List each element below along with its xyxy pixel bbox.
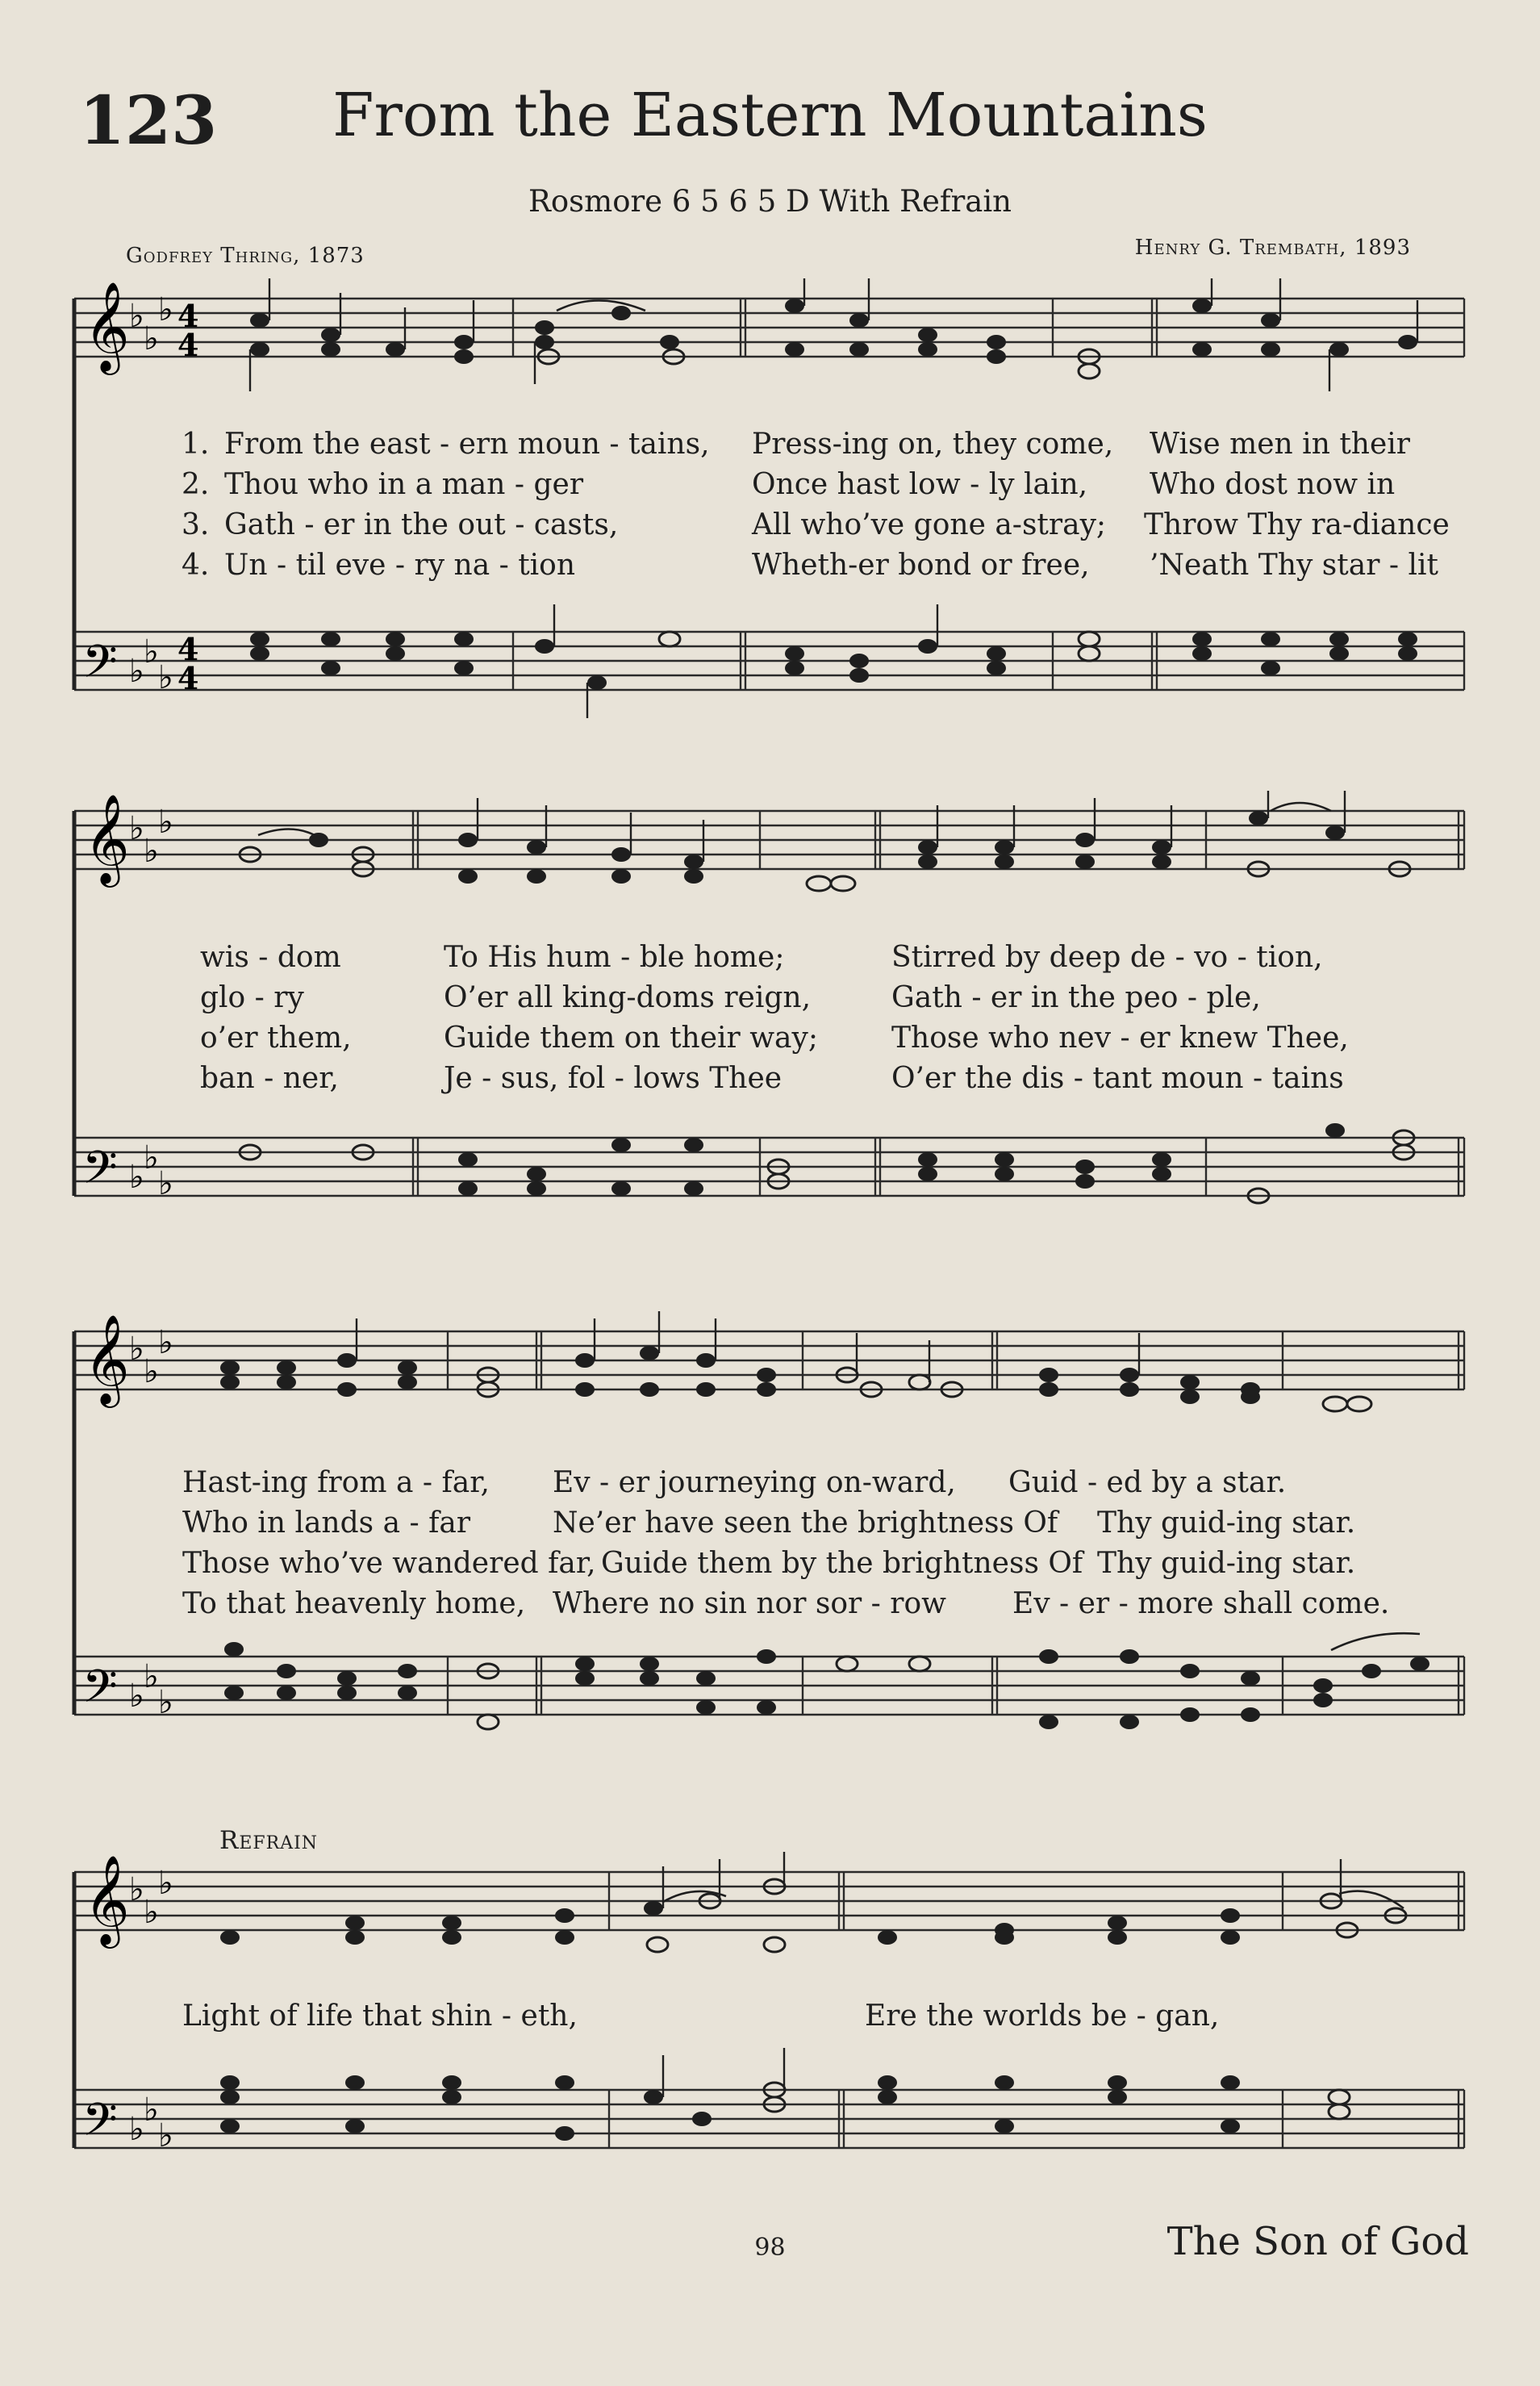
lyric-segment: Guide them on their way; <box>444 1022 818 1055</box>
key-signature-flat-icon <box>129 804 173 1202</box>
composer-credit: Henry G. Trembath, 1893 <box>1134 236 1411 260</box>
treble-clef-icon: 𝄞 <box>84 1314 130 1404</box>
svg-text:♭: ♭ <box>129 298 144 335</box>
svg-text:♭: ♭ <box>144 320 159 357</box>
tie <box>1331 1633 1420 1650</box>
lyric-segment: Ev - er journeying on-ward, <box>553 1466 956 1499</box>
tie <box>557 301 645 311</box>
treble-clef-icon: 𝄞 <box>84 793 130 884</box>
svg-text:♭: ♭ <box>129 1159 144 1196</box>
treble-clef-icon: 𝄞 <box>84 1854 130 1945</box>
svg-text:♭: ♭ <box>129 653 144 690</box>
svg-text:♭: ♭ <box>158 1324 173 1361</box>
lyric-segment: Where no sin nor sor - row <box>553 1587 946 1620</box>
svg-text:♭: ♭ <box>158 804 173 841</box>
lyric-segment: Gath - er in the peo - ple, <box>891 981 1261 1014</box>
svg-text:♭: ♭ <box>158 1165 173 1202</box>
treble-noteheads <box>250 299 1417 364</box>
treble-stems <box>250 278 1417 391</box>
section-title: The Son of God <box>1166 2219 1469 2264</box>
svg-text:♭: ♭ <box>129 1678 144 1715</box>
svg-text:4: 4 <box>177 327 199 363</box>
verse-number: 1. <box>182 428 210 461</box>
bass-staff <box>74 632 1464 690</box>
svg-text:♭: ♭ <box>158 1684 173 1721</box>
page-number: 98 <box>754 2233 786 2262</box>
lyric-segment: Un - til eve - ry na - tion <box>224 549 576 582</box>
lyric-segment: Who in lands a - far <box>182 1506 471 1540</box>
treble-half-notes <box>538 349 1100 378</box>
lyric-segment: All who’ve gone a-stray; <box>752 508 1107 541</box>
tie <box>258 829 315 836</box>
svg-text:♭: ♭ <box>144 2091 159 2129</box>
bass-clef-icon: 𝄢 <box>82 636 118 700</box>
svg-text:♭: ♭ <box>129 1871 144 1908</box>
tie <box>1339 1891 1404 1908</box>
tune-name: Rosmore 6 5 6 5 D With Refrain <box>528 184 1012 219</box>
lyric-segment: Ev - er - more shall come. <box>1012 1587 1390 1620</box>
svg-text:♭: ♭ <box>158 2117 173 2154</box>
lyric-segment: Light of life that shin - eth, <box>182 1999 578 2033</box>
author-credit: Godfrey Thring, 1873 <box>126 244 365 268</box>
treble-staff <box>74 299 1464 357</box>
lyric-segment: Ne’er have seen the brightness Of <box>553 1506 1058 1540</box>
verse-number: 3. <box>182 508 210 541</box>
lyric-segment: Guide them by the brightness Of <box>601 1547 1083 1580</box>
svg-text:♭: ♭ <box>144 633 159 671</box>
svg-text:♭: ♭ <box>144 1894 159 1931</box>
verse-number: 4. <box>182 549 210 582</box>
lyric-segment: Wheth-er bond or free, <box>752 549 1090 582</box>
verse-number: 2. <box>182 468 210 501</box>
svg-text:♭: ♭ <box>144 1658 159 1695</box>
lyric-segment: Thy guid-ing star. <box>1097 1506 1356 1540</box>
bass-clef-icon: 𝄢 <box>82 1661 118 1724</box>
treble-stems <box>663 1852 1341 1908</box>
lyric-segment: wis - dom <box>200 941 341 974</box>
lyric-segment: O’er the dis - tant moun - tains <box>891 1062 1344 1095</box>
key-signature-flat-icon <box>129 291 173 696</box>
lyric-segment: Once hast low - ly lain, <box>752 468 1088 501</box>
svg-text:♭: ♭ <box>144 1139 159 1176</box>
lyric-segment: glo - ry <box>200 981 304 1014</box>
lyric-segment: Je - sus, fol - lows Thee <box>444 1062 783 1095</box>
lyric-segment: Wise men in their <box>1150 428 1410 461</box>
treble-clef-icon: 𝄞 <box>84 281 130 371</box>
key-signature-flat-icon <box>129 1324 173 1721</box>
lyric-segment: ’Neath Thy star - lit <box>1150 549 1438 582</box>
lyric-segment: Ere the worlds be - gan, <box>865 1999 1220 2033</box>
svg-text:♭: ♭ <box>129 810 144 847</box>
bass-half-notes <box>764 2083 1350 2119</box>
tie <box>1271 803 1331 811</box>
lyric-segment: Stirred by deep de - vo - tion, <box>891 941 1323 974</box>
key-signature-flat-icon <box>129 1865 173 2154</box>
bass-noteheads <box>220 2075 1240 2141</box>
lyric-segment: o’er them, <box>200 1022 352 1055</box>
lyric-segment: ban - ner, <box>200 1062 339 1095</box>
svg-text:4: 4 <box>177 660 199 696</box>
treble-noteheads <box>309 811 1345 884</box>
svg-text:♭: ♭ <box>158 1865 173 1902</box>
music-system-1 <box>0 278 1540 730</box>
lyric-segment: To that heavenly home, <box>182 1587 526 1620</box>
svg-text:4: 4 <box>177 631 199 667</box>
refrain-label: Refrain <box>219 1826 319 1855</box>
lyric-segment: Gath - er in the out - casts, <box>224 508 619 541</box>
svg-text:♭: ♭ <box>158 659 173 696</box>
svg-text:♭: ♭ <box>129 2111 144 2148</box>
lyric-segment: Throw Thy ra-diance <box>1144 508 1450 541</box>
lyric-segment: Press-ing on, they come, <box>752 428 1114 461</box>
bass-half-notes <box>478 1657 930 1729</box>
lyric-segment: Those who nev - er knew Thee, <box>891 1022 1349 1055</box>
lyric-segment: Who dost now in <box>1150 468 1396 501</box>
lyric-segment: O’er all king-doms reign, <box>444 981 812 1014</box>
bass-clef-icon: 𝄢 <box>82 2094 118 2158</box>
svg-text:♭: ♭ <box>129 1331 144 1368</box>
lyric-segment: Thou who in a man - ger <box>224 468 584 501</box>
svg-text:4: 4 <box>177 298 199 334</box>
bass-clef-icon: 𝄢 <box>82 1142 118 1206</box>
lyric-segment: Thy guid-ing star. <box>1097 1547 1356 1580</box>
hymn-number: 123 <box>79 82 218 160</box>
lyric-segment: Those who’ve wandered far, <box>182 1547 596 1580</box>
svg-text:♭: ♭ <box>144 833 159 870</box>
lyric-segment: From the east - ern moun - tains, <box>224 428 710 461</box>
hymn-title: From the Eastern Mountains <box>332 81 1208 150</box>
svg-text:♭: ♭ <box>158 291 173 328</box>
treble-noteheads <box>220 1901 1240 1945</box>
lyric-segment: Guid - ed by a star. <box>1008 1466 1287 1499</box>
bass-noteheads <box>458 1123 1345 1196</box>
lyric-segment: Hast-ing from a - far, <box>182 1466 490 1499</box>
svg-text:♭: ♭ <box>144 1353 159 1390</box>
music-system-3 <box>0 1311 1540 1779</box>
lyric-segment: To His hum - ble home; <box>444 941 785 974</box>
